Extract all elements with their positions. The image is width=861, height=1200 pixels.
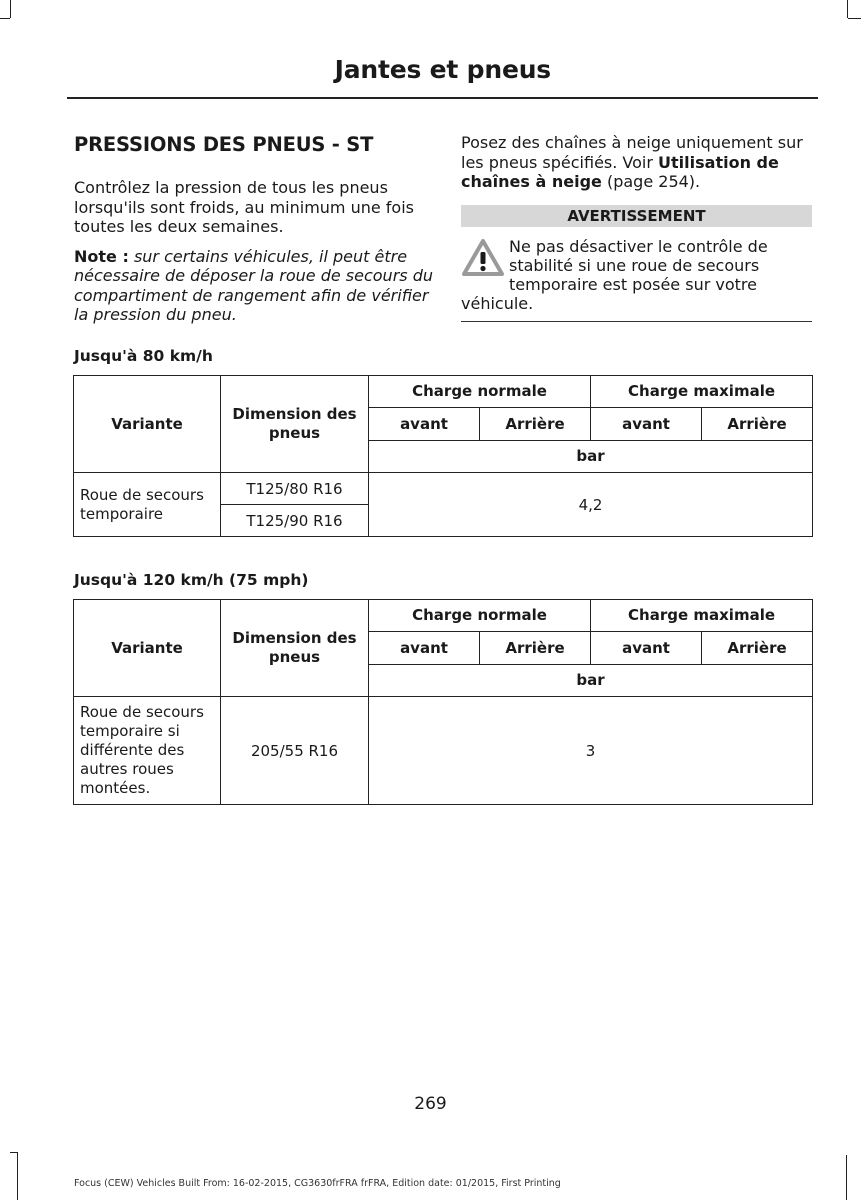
left-column [74,133,434,335]
crop-mark [10,0,11,18]
crop-mark [0,18,10,19]
warning-line: temporaire est posée sur votre [509,274,757,294]
note-text: sur certains véhicules, il peut être nécessaire de déposer la roue de secours du compartiment de rangement afin de vérifier la pression du pneu. [74,246,433,324]
header-charge-normale: Charge normale [369,376,591,408]
unit-header: bar [369,665,813,697]
header-divider [67,97,818,99]
crop-mark [846,1155,847,1200]
table-cell-dimension: T125/80 R16 [221,473,369,505]
subheader-arriere: Arrière [480,408,591,441]
note-label: Note : [74,246,129,266]
unit-header: bar [369,441,813,473]
crop-mark [848,18,861,19]
subheader-arriere: Arrière [480,632,591,665]
tire-pressure-table-80 [73,375,813,537]
warning-line: stabilité si une roue de secours [509,255,760,275]
table-cell-variante: Roue de secours temporaire si différente des autres roues montées. [74,697,221,805]
pressure-paragraph: Contrôlez la pression de tous les pneus lorsqu'ils sont froids, au minimum une fois toutes les deux semaines. [74,178,414,236]
subheader-avant: avant [591,408,702,441]
table-cell-dimension: T125/90 R16 [221,505,369,537]
table-cell-variante: Roue de secours temporaire [74,473,221,537]
warning-body [461,227,812,313]
subheader-avant: avant [591,632,702,665]
crop-mark [847,0,848,18]
subheader-avant: avant [369,408,480,441]
warning-line: véhicule. [461,293,534,313]
header-dimension: Dimension des pneus [221,600,369,697]
header-variante: Variante [74,376,221,473]
page-title: Jantes et pneus [334,55,551,84]
page-reference: (page 254). [601,172,701,191]
subheader-avant: avant [369,632,480,665]
table-cell-pressure: 3 [369,697,813,805]
section-heading: PRESSIONS DES PNEUS - ST [74,133,374,156]
table-cell-pressure: 4,2 [369,473,813,537]
header-charge-normale: Charge normale [369,600,591,632]
snow-chains-link[interactable]: Utilisation de chaînes à neige [461,152,779,191]
crop-mark [17,1152,18,1200]
note-paragraph [74,247,434,325]
table-cell-dimension: 205/55 R16 [221,697,369,805]
snow-chains-text: Posez des chaînes à neige uniquement sur les pneus spécifiés. Voir [461,133,803,172]
warning-header: AVERTISSEMENT [461,205,812,227]
right-column [461,133,812,322]
warning-line: Ne pas désactiver le contrôle de [509,236,768,256]
header-dimension: Dimension des pneus [221,376,369,473]
table-caption: Jusqu'à 120 km/h (75 mph) [74,571,309,589]
header-charge-maximale: Charge maximale [591,376,813,408]
page-number: 269 [414,1094,447,1114]
tire-pressure-table-120 [73,599,813,805]
header-charge-maximale: Charge maximale [591,600,813,632]
footer-text: Focus (CEW) Vehicles Built From: 16-02-2015, CG3630frFRA frFRA, Edition date: 01/2015, First Printing [74,1178,561,1189]
header-variante: Variante [74,600,221,697]
subheader-arriere: Arrière [702,408,813,441]
snow-chains-paragraph [461,133,812,192]
warning-divider [461,321,812,322]
table-caption: Jusqu'à 80 km/h [74,347,213,365]
subheader-arriere: Arrière [702,632,813,665]
warning-triangle-icon [461,238,505,278]
